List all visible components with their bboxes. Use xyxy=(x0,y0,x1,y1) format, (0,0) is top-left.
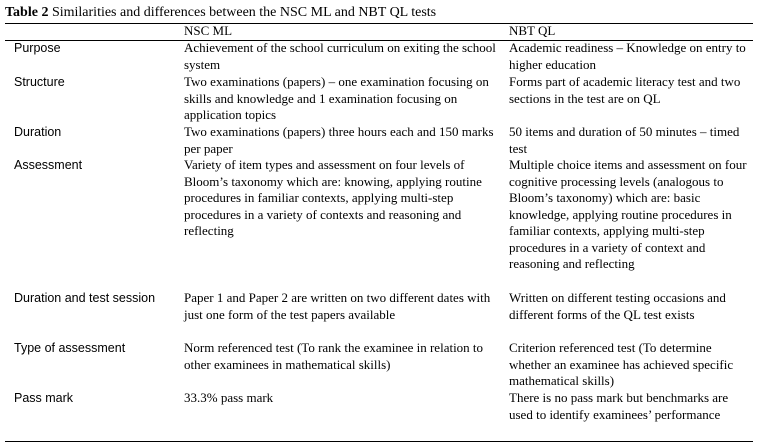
cell-nbt-duration-test-session: Written on different testing occasions and different forms of the QL test exists xyxy=(509,290,726,322)
cell-nbt-duration: 50 items and duration of 50 minutes – timed test xyxy=(509,124,740,156)
header-nsc-ml: NSC ML xyxy=(184,23,233,38)
header-nbt-ql: NBT QL xyxy=(509,23,556,38)
row-label-duration: Duration xyxy=(14,125,62,139)
table-title: Similarities and differences between the NSC ML and NBT QL tests xyxy=(48,5,437,20)
table-caption xyxy=(5,4,436,21)
cell-nbt-pass-mark: There is no pass mark but benchmarks are used to identify examinees’ performance xyxy=(509,390,729,422)
row-label-pass-mark: Pass mark xyxy=(14,391,74,405)
cell-nsc-duration: Two examinations (papers) three hours each and 150 marks per paper xyxy=(184,124,494,156)
table-bottom-rule xyxy=(5,441,753,442)
cell-nbt-structure: Forms part of academic literacy test and two sections in the test are on QL xyxy=(509,74,741,106)
row-label-assessment: Assessment xyxy=(14,158,83,172)
cell-nsc-pass-mark: 33.3% pass mark xyxy=(184,390,274,405)
cell-nsc-assessment: Variety of item types and assessment on four levels of Bloom’s taxonomy which are: knowing, applying routine procedures in familiar contexts, applying multi-step procedures in a variety of contexts and reasoning and reflecting xyxy=(184,157,482,238)
cell-nsc-type-of-assessment: Norm referenced test (To rank the examinee in relation to other examinees in mathematical skills) xyxy=(184,340,484,372)
cell-nsc-structure: Two examinations (papers) – one examination focusing on skills and knowledge and 1 examination focusing on application topics xyxy=(184,74,489,122)
row-label-duration-test-session: Duration and test session xyxy=(14,291,156,305)
row-label-type-of-assessment: Type of assessment xyxy=(14,341,126,355)
cell-nbt-purpose: Academic readiness – Knowledge on entry to higher education xyxy=(509,40,746,72)
row-label-purpose: Purpose xyxy=(14,41,61,55)
cell-nsc-duration-test-session: Paper 1 and Paper 2 are written on two different dates with just one form of the test papers available xyxy=(184,290,491,322)
cell-nbt-type-of-assessment: Criterion referenced test (To determine whether an examinee has achieved specific mathematical skills) xyxy=(509,340,734,388)
cell-nbt-assessment: Multiple choice items and assessment on four cognitive processing levels (analogous to Bloom’s taxonomy) which are: basic knowledge, applying routine procedures in familiar contexts, applying multi-step procedures in a variety of context and reasoning and reflecting xyxy=(509,157,747,271)
table-number: Table 2 xyxy=(5,5,49,20)
cell-nsc-purpose: Achievement of the school curriculum on exiting the school system xyxy=(184,40,496,72)
row-label-structure: Structure xyxy=(14,75,65,89)
